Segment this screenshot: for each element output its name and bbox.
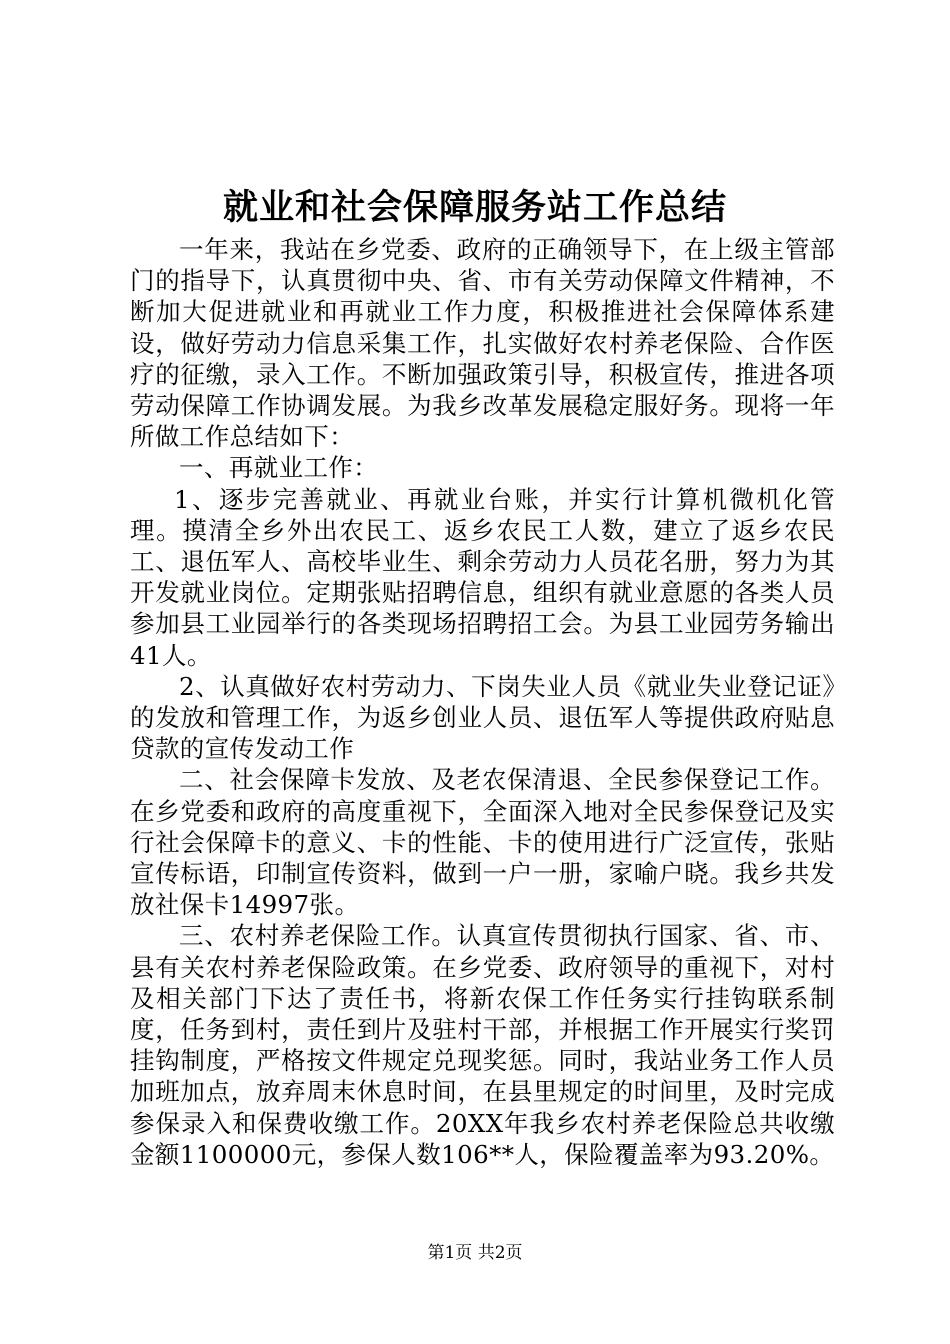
page-number-footer: 第1页 共2页	[427, 1243, 523, 1263]
reemployment-item-2: 2、认真做好农村劳动力、下岗失业人员《就业失业登记证》的发放和管理工作，为返乡创业人员、退伍军人等提供政府贴息贷款的宣传发动工作	[130, 671, 835, 764]
section-heading-reemployment: 一、再就业工作：	[179, 453, 379, 483]
document-body	[130, 234, 835, 1170]
rural-pension-paragraph: 三、农村养老保险工作。认真宣传贯彻执行国家、省、市、县有关农村养老保险政策。在乡党委、政府领导的重视下，对村及相关部门下达了责任书，将新农保工作任务实行挂钩联系制度，任务到村，责任到片及驻村干部，并根据工作开展实行奖罚挂钩制度，严格按文件规定兑现奖惩。同时，我站业务工作人员加班加点，放弃周末休息时间，在县里规定的时间里，及时完成参保录入和保费收缴工作。20XX年我乡农村养老保险总共收缴金额1100000元，参保人数106**人，保险覆盖率为93.20%。	[130, 921, 835, 1169]
reemployment-item-1: 1、逐步完善就业、再就业台账，并实行计算机微机化管理。摸清全乡外出农民工、返乡农民工人数，建立了返乡农民工、退伍军人、高校毕业生、剩余劳动力人员花名册，努力为其开发就业岗位。定期张贴招聘信息，组织有就业意愿的各类人员参加县工业园举行的各类现场招聘招工会。为县工业园劳务输出41人。	[130, 484, 835, 670]
document-title: 就业和社会保障服务站工作总结	[222, 187, 727, 228]
social-security-card-paragraph: 二、社会保障卡发放、及老农保清退、全民参保登记工作。在乡党委和政府的高度重视下，全面深入地对全民参保登记及实行社会保障卡的意义、卡的性能、卡的使用进行广泛宣传，张贴宣传标语，印制宣传资料，做到一户一册，家喻户晓。我乡共发放社保卡14997张。	[130, 765, 835, 920]
intro-paragraph: 一年来，我站在乡党委、政府的正确领导下，在上级主管部门的指导下，认真贯彻中央、省、市有关劳动保障文件精神，不断加大促进就业和再就业工作力度，积极推进社会保障体系建设，做好劳动力信息采集工作，扎实做好农村养老保险、合作医疗的征缴，录入工作。不断加强政策引导，积极宣传，推进各项劳动保障工作协调发展。为我乡改革发展稳定服好务。现将一年所做工作总结如下：	[130, 235, 835, 452]
